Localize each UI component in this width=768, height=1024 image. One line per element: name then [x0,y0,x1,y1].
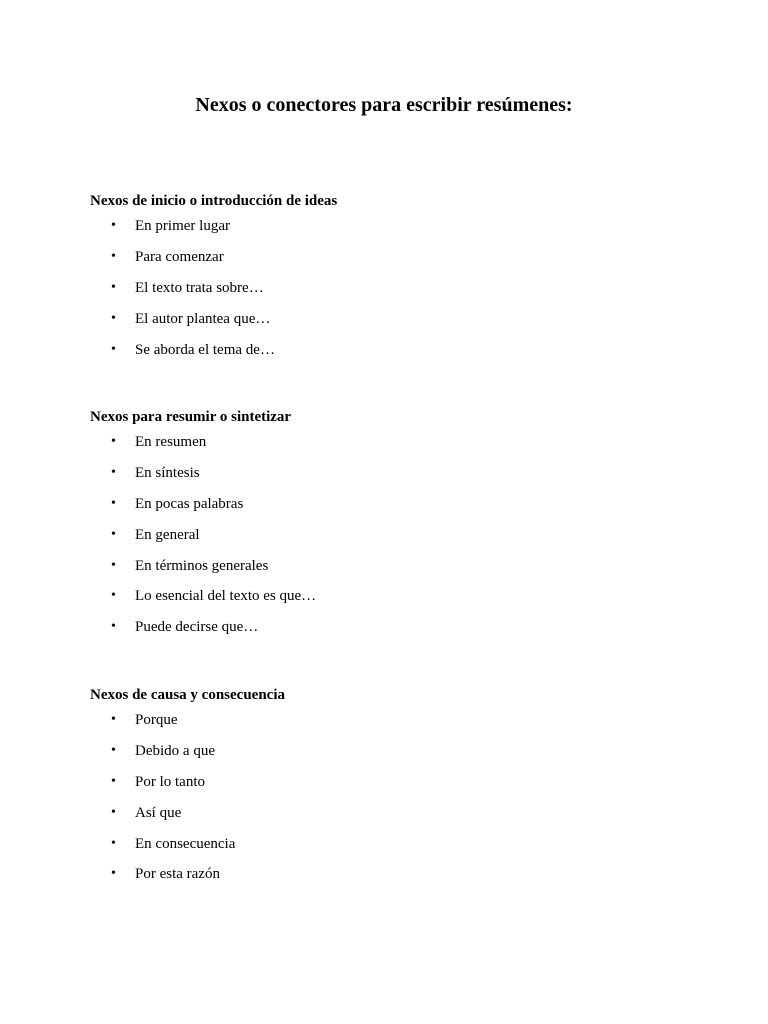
list-item [90,458,690,489]
list-item-text: Se aborda el tema de… [135,341,275,358]
bullet-icon: • [111,310,116,326]
list-item [90,551,690,582]
bullet-icon: • [111,619,116,635]
list-item [90,798,690,829]
list-item-text: Por lo tanto [135,773,205,790]
bullet-icon: • [111,866,116,882]
section-heading: Nexos de inicio o introducción de ideas [90,193,338,209]
list-item-text: En primer lugar [135,218,230,234]
bullet-icon: • [111,557,116,573]
list-item [90,335,690,366]
list-item [90,304,690,335]
section-heading: Nexos para resumir o sintetizar [90,409,292,425]
list-item [90,767,690,798]
bullet-icon: • [111,464,116,480]
list-item-text: Por esta razón [135,866,220,883]
list-item-text: Puede decirse que… [135,619,259,636]
list-item [90,427,690,458]
bullet-icon: • [111,248,116,264]
list-item-text: Lo esencial del texto es que… [135,588,317,605]
bullet-icon: • [111,434,116,449]
list-item-text: Para comenzar [135,248,224,265]
list-item [90,273,690,304]
list-item [90,520,690,551]
bullet-list [90,427,690,643]
list-item [90,612,690,643]
bullet-icon: • [111,588,116,604]
list-item [90,581,690,612]
list-item-text: El texto trata sobre… [135,279,264,296]
bullet-icon: • [111,804,116,820]
bullet-icon: • [111,742,116,758]
bullet-list [90,705,690,890]
list-item-text: Así que [135,804,182,821]
list-item [90,859,690,890]
section-heading: Nexos de causa y consecuencia [90,687,285,703]
list-item [90,736,690,767]
section-introduction [90,191,690,365]
list-item [90,829,690,860]
bullet-icon: • [111,341,116,357]
list-item-text: El autor plantea que… [135,310,271,327]
list-item [90,211,690,242]
bullet-icon: • [111,835,116,851]
bullet-icon: • [111,495,116,511]
list-item-text: En síntesis [135,464,200,481]
list-item-text: En consecuencia [135,835,236,852]
list-item [90,489,690,520]
list-item [90,242,690,273]
bullet-icon: • [111,773,116,789]
list-item-text: Debido a que [135,742,215,759]
list-item [90,705,690,736]
bullet-icon: • [111,218,116,233]
list-item-text: En pocas palabras [135,495,244,512]
section-cause-consequence [90,685,690,890]
section-summary [90,407,690,643]
list-item-text: En términos generales [135,557,269,574]
bullet-icon: • [111,712,116,727]
bullet-icon: • [111,526,116,542]
bullet-list [90,211,690,365]
list-item-text: En general [135,526,200,543]
list-item-text: En resumen [135,434,207,450]
document-title: Nexos o conectores para escribir resúmenes: [195,94,573,116]
list-item-text: Porque [135,712,178,728]
bullet-icon: • [111,279,116,295]
